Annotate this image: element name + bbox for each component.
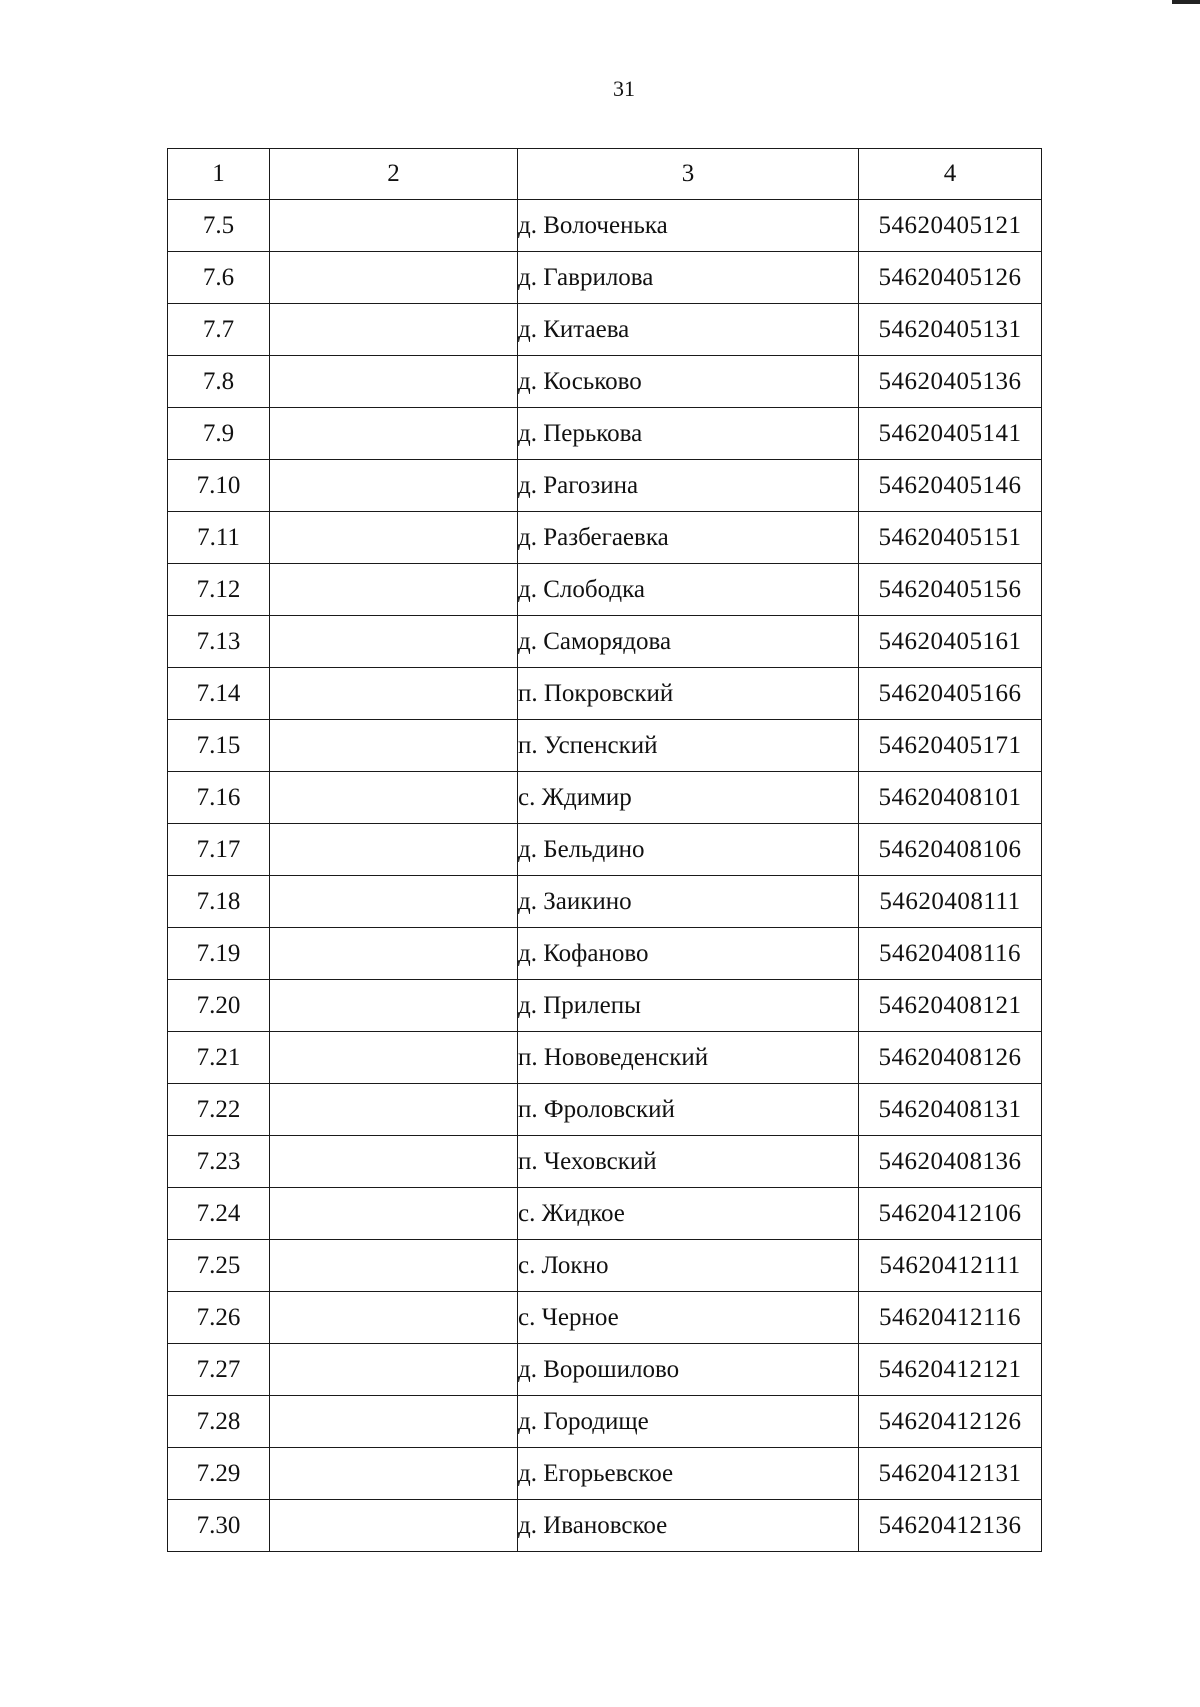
blank-cell [270,1448,518,1500]
row-number-cell: 7.29 [168,1448,270,1500]
oktmo-code-cell: 54620405121 [859,200,1042,252]
blank-cell [270,928,518,980]
oktmo-code-cell: 54620405126 [859,252,1042,304]
row-number-cell: 7.20 [168,980,270,1032]
blank-cell [270,1396,518,1448]
table-row [168,616,1042,668]
table-row [168,1084,1042,1136]
oktmo-code-cell: 54620408116 [859,928,1042,980]
row-number-cell: 7.11 [168,512,270,564]
row-number-cell: 7.13 [168,616,270,668]
table-row [168,876,1042,928]
blank-cell [270,1032,518,1084]
oktmo-code-cell: 54620405136 [859,356,1042,408]
row-number-cell: 7.6 [168,252,270,304]
table-row [168,460,1042,512]
settlement-name-cell: п. Фроловский [518,1084,859,1136]
header-cell-2: 2 [270,149,518,200]
table-header [168,149,1042,200]
row-number-cell: 7.21 [168,1032,270,1084]
settlement-name-cell: д. Гаврилова [518,252,859,304]
table-row [168,1032,1042,1084]
table-row [168,200,1042,252]
row-number-cell: 7.22 [168,1084,270,1136]
blank-cell [270,200,518,252]
blank-cell [270,772,518,824]
blank-cell [270,1292,518,1344]
table-row [168,1136,1042,1188]
table-row [168,668,1042,720]
table-row [168,252,1042,304]
oktmo-code-cell: 54620405141 [859,408,1042,460]
header-row [168,149,1042,200]
header-cell-1: 1 [168,149,270,200]
settlement-name-cell: д. Перькова [518,408,859,460]
blank-cell [270,616,518,668]
blank-cell [270,1084,518,1136]
blank-cell [270,512,518,564]
blank-cell [270,876,518,928]
blank-cell [270,1188,518,1240]
table-row [168,1344,1042,1396]
row-number-cell: 7.15 [168,720,270,772]
row-number-cell: 7.9 [168,408,270,460]
settlement-name-cell: с. Черное [518,1292,859,1344]
table-row [168,564,1042,616]
header-cell-4: 4 [859,149,1042,200]
settlement-name-cell: с. Жидкое [518,1188,859,1240]
settlement-name-cell: д. Волоченька [518,200,859,252]
settlement-name-cell: д. Разбегаевка [518,512,859,564]
blank-cell [270,1136,518,1188]
blank-cell [270,252,518,304]
oktmo-code-cell: 54620412111 [859,1240,1042,1292]
table-row [168,1188,1042,1240]
row-number-cell: 7.23 [168,1136,270,1188]
settlement-name-cell: д. Городище [518,1396,859,1448]
oktmo-code-cell: 54620408121 [859,980,1042,1032]
oktmo-code-cell: 54620405171 [859,720,1042,772]
row-number-cell: 7.16 [168,772,270,824]
oktmo-code-cell: 54620408111 [859,876,1042,928]
blank-cell [270,980,518,1032]
settlement-name-cell: д. Заикино [518,876,859,928]
table-row [168,824,1042,876]
table-row [168,356,1042,408]
scan-corner-mark [1172,0,1200,4]
blank-cell [270,668,518,720]
settlement-name-cell: д. Егорьевское [518,1448,859,1500]
oktmo-code-cell: 54620405146 [859,460,1042,512]
settlement-name-cell: с. Ждимир [518,772,859,824]
settlement-name-cell: п. Чеховский [518,1136,859,1188]
settlement-name-cell: д. Бельдино [518,824,859,876]
settlement-name-cell: д. Коськово [518,356,859,408]
row-number-cell: 7.17 [168,824,270,876]
blank-cell [270,720,518,772]
oktmo-code-cell: 54620405151 [859,512,1042,564]
settlement-name-cell: д. Китаева [518,304,859,356]
oktmo-code-cell: 54620408106 [859,824,1042,876]
page-number: 31 [613,76,635,101]
oktmo-code-cell: 54620405161 [859,616,1042,668]
blank-cell [270,460,518,512]
row-number-cell: 7.25 [168,1240,270,1292]
oktmo-code-cell: 54620408126 [859,1032,1042,1084]
oktmo-code-cell: 54620412131 [859,1448,1042,1500]
blank-cell [270,304,518,356]
oktmo-code-cell: 54620412116 [859,1292,1042,1344]
row-number-cell: 7.12 [168,564,270,616]
table-body [168,200,1042,1552]
table-row [168,1500,1042,1552]
blank-cell [270,356,518,408]
oktmo-code-cell: 54620408136 [859,1136,1042,1188]
settlement-name-cell: д. Кофаново [518,928,859,980]
settlement-name-cell: д. Прилепы [518,980,859,1032]
table-row [168,772,1042,824]
settlements-table [167,148,1042,1552]
oktmo-code-cell: 54620412121 [859,1344,1042,1396]
blank-cell [270,408,518,460]
row-number-cell: 7.19 [168,928,270,980]
row-number-cell: 7.14 [168,668,270,720]
blank-cell [270,564,518,616]
settlement-name-cell: п. Нововеденский [518,1032,859,1084]
table-row [168,408,1042,460]
oktmo-code-cell: 54620412126 [859,1396,1042,1448]
settlement-name-cell: с. Локно [518,1240,859,1292]
oktmo-code-cell: 54620405131 [859,304,1042,356]
row-number-cell: 7.24 [168,1188,270,1240]
oktmo-code-cell: 54620405166 [859,668,1042,720]
row-number-cell: 7.5 [168,200,270,252]
table-row [168,1448,1042,1500]
row-number-cell: 7.8 [168,356,270,408]
row-number-cell: 7.28 [168,1396,270,1448]
table-row [168,1396,1042,1448]
table-row [168,512,1042,564]
row-number-cell: 7.10 [168,460,270,512]
row-number-cell: 7.27 [168,1344,270,1396]
settlement-name-cell: д. Слободка [518,564,859,616]
table-row [168,304,1042,356]
oktmo-code-cell: 54620405156 [859,564,1042,616]
table-row [168,1240,1042,1292]
settlement-name-cell: п. Покровский [518,668,859,720]
settlement-name-cell: д. Рагозина [518,460,859,512]
blank-cell [270,824,518,876]
oktmo-code-cell: 54620408131 [859,1084,1042,1136]
table-row [168,980,1042,1032]
row-number-cell: 7.7 [168,304,270,356]
blank-cell [270,1240,518,1292]
oktmo-code-cell: 54620412106 [859,1188,1042,1240]
table-row [168,928,1042,980]
blank-cell [270,1500,518,1552]
oktmo-code-cell: 54620412136 [859,1500,1042,1552]
row-number-cell: 7.30 [168,1500,270,1552]
row-number-cell: 7.18 [168,876,270,928]
row-number-cell: 7.26 [168,1292,270,1344]
settlement-name-cell: д. Саморядова [518,616,859,668]
table-row [168,720,1042,772]
oktmo-code-cell: 54620408101 [859,772,1042,824]
table-row [168,1292,1042,1344]
settlement-name-cell: д. Ивановское [518,1500,859,1552]
settlement-name-cell: д. Ворошилово [518,1344,859,1396]
blank-cell [270,1344,518,1396]
header-cell-3: 3 [518,149,859,200]
settlement-name-cell: п. Успенский [518,720,859,772]
